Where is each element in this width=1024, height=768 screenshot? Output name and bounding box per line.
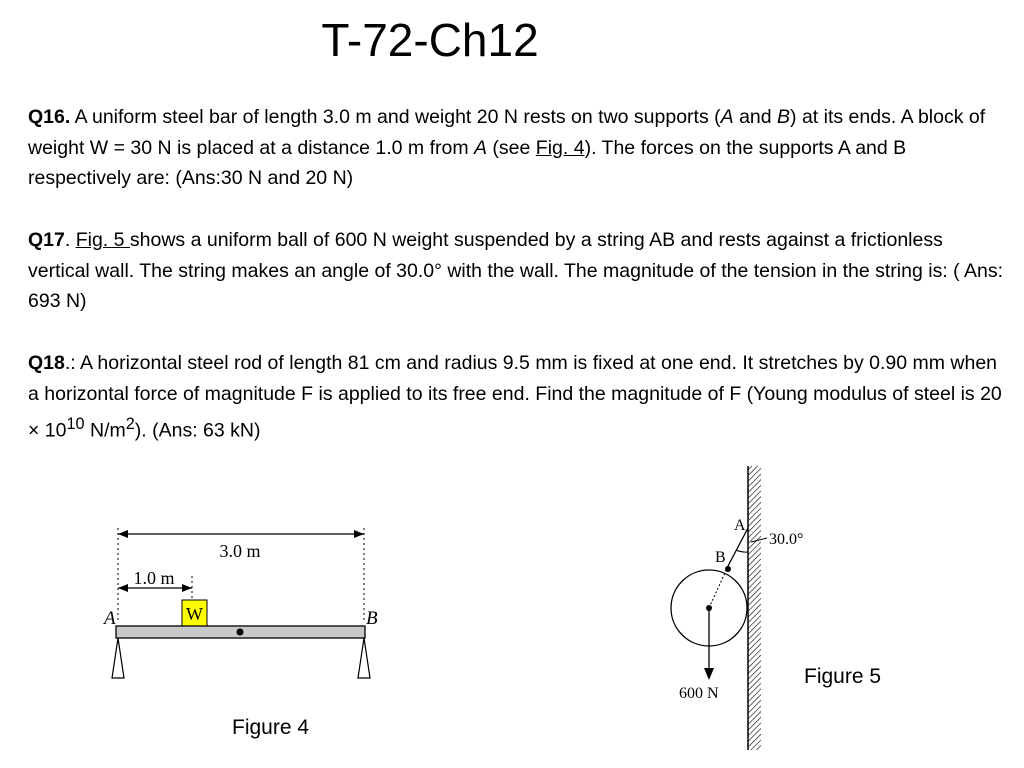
q17-text-2: shows a uniform ball of 600 N weight suspended by a string AB and rests against a frictionless vertical wall. The string makes an angle of 30.0° with the wall. The magnitude of the tension in the string is: ( Ans: 693 N) [28,229,1004,312]
figure-4-diagram [100,520,390,690]
q16-text-1: A uniform steel bar of length 3.0 m and weight 20 N rests on two supports ( [70,106,721,128]
fig5-point-b [725,566,731,572]
q16-text-2: and [733,106,778,128]
q16-support-b: B [777,106,791,128]
q18-exponent-10: 10 [66,415,85,433]
q16-label: Q16. [28,106,71,128]
fig5-string-dashed [709,566,728,608]
fig4-support-b [358,638,370,678]
question-16 [28,102,1008,194]
q16-text-3: ) at its ends. A block of weight W = 30 N is placed at a distance 1.0 m from [28,106,986,159]
fig4-support-a [112,638,124,678]
fig4-arrow-right [354,530,364,538]
fig5-wall-hatch [748,466,761,750]
q17-label: Q17 [28,229,65,251]
figure-5-caption: Figure 5 [804,665,882,688]
fig4-block-label: W [186,604,203,624]
q16-text-4: (see [487,136,536,159]
q18-exponent-2: 2 [125,415,135,433]
question-18 [28,348,1008,446]
fig5-weight-label: 600 N [679,685,719,702]
fig4-label-a: A [104,608,116,629]
fig5-angle-arc [736,550,748,552]
fig5-label-b: B [715,549,726,566]
q16-text-5: ). The forces on the supports A and B respectively are: (Ans:30 N and 20 N) [28,136,907,189]
q17-fig-link[interactable]: Fig. 5 [75,229,130,251]
fig4-arrow-left [118,530,128,538]
fig4-arrow-part-left [118,584,128,592]
question-17 [28,225,1008,317]
q18-text-2: N/m [84,419,126,442]
fig4-label-b: B [366,608,378,629]
figure-5-diagram [665,462,825,752]
q18-label: Q18 [28,352,65,374]
q16-fig-link[interactable]: Fig. 4 [535,136,585,159]
figure-4-caption: Figure 4 [232,716,310,739]
q16-support-a: A [720,106,734,128]
q18-text-3: ). (Ans: 63 kN) [134,419,261,442]
page-title: T-72-Ch12 [321,14,539,66]
fig5-label-a: A [734,517,746,534]
fig5-angle-label: 30.0° [769,531,804,548]
fig4-arrow-part-right [182,584,192,592]
q17-text-1: . [64,229,76,251]
fig4-length-part: 1.0 m [133,568,175,588]
q16-support-a-ref: A [474,136,488,159]
fig5-weight-arrowhead [704,668,714,680]
q18-text-1: .: A horizontal steel rod of length 81 cm and radius 9.5 mm is fixed at one end. It stretches by 0.90 mm when a horizontal force of magnitude F is applied to its free end. Find the magnitude of F (Young modulus of steel is 20 × 10 [28,352,1002,442]
fig4-center-dot [237,629,244,636]
fig4-length-total: 3.0 m [219,541,261,561]
